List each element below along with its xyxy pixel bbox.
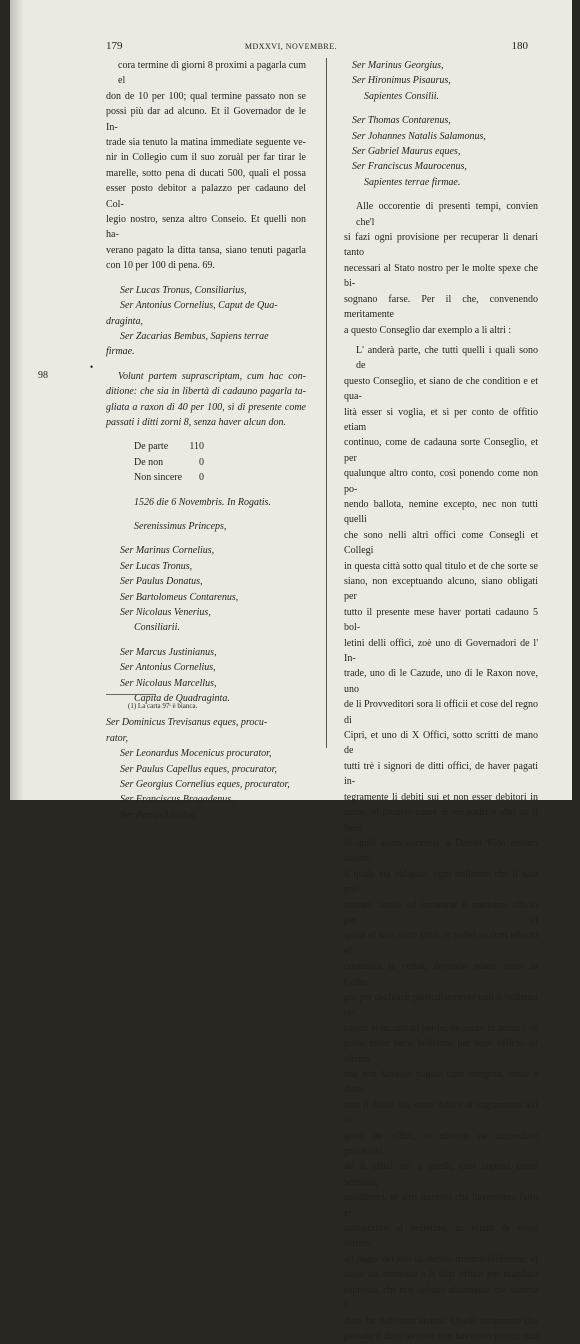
text-line: letini delli offici, zoè uno di Governadori de l' In- (344, 637, 538, 665)
text-line: Cipri, et uno di X Offici, sotto scritti de mano de (344, 730, 538, 757)
footnote-rule (106, 694, 156, 695)
text-line: sentato, andar ad incontrar il medemo officio per el (344, 899, 538, 926)
vote-count: 110 (189, 441, 204, 453)
text-line: sottoscritto al bolletino, ac etiam de esser astretti (344, 1223, 538, 1250)
signatory-line: Ser Lucas Tronus, (120, 560, 193, 572)
signatory-line: Ser Lucas Tronus, Consiliarius, (120, 284, 247, 296)
text-line: cussì sia comesso a li ditti officii per mandato (344, 1269, 538, 1281)
signatory-line: firmae. (106, 346, 135, 358)
text-line: trade, uno di le Cazude, uno di le Raxon nove, uno (344, 668, 538, 695)
sapientes-terrae-list (344, 113, 538, 190)
text-line: in questa città sotto qual titulo et de che sorte se (344, 560, 538, 572)
signatory-line: Ser Antonius Cornelius, (120, 662, 216, 674)
text-line: verano pagato la ditta tansa, siano tenuti pagarla (106, 244, 306, 256)
text-line: continuo, come de cadauna sorte Conseglio, et per (344, 437, 538, 464)
signatory-line: Capita de Quadraginta. (134, 693, 230, 705)
text-line: contenirà la verità, dovendo etiam venir in Colle- (344, 961, 538, 988)
signatory-line: Ser Hironimus Pisaurus, (352, 75, 451, 87)
text-line: Alle occorentie di presenti tempi, convien che'l (356, 201, 538, 228)
signatory-line: Ser Marinus Cornelius, (120, 545, 215, 557)
signatory-line: Ser Paulus Capellus eques, procurator, (120, 763, 277, 775)
text-line: legio nostro, senza altro Conseio. Et quelli non ha- (106, 214, 306, 241)
signatory-line: Ser Bartolomeus Contarenus, (120, 591, 239, 603)
capita-list (106, 645, 306, 707)
sapientes-consilii-list (344, 58, 538, 104)
text-line: possi esser fatto bolletino per niun officio ad alcuno (344, 1038, 538, 1065)
text-line: L' anderà parte, che tutti quelli i quali sono de (356, 344, 538, 372)
vote-row (134, 455, 204, 470)
text-line: sognano farse. Per il che, convenendo meritamente (344, 293, 538, 321)
text-line: tegramente li debiti sui et non esser debitori in (344, 791, 538, 803)
signatory-line: Ser Paulus Donatus, (120, 576, 203, 588)
consiliarii-list (106, 543, 306, 635)
signatory-line: Ser Franciscus Bragadenus, (120, 794, 234, 806)
text-line: passato il ditto termine non haverano portati tutti (344, 1330, 540, 1342)
text-line: il quale sia obligato, ogni bolletino che li sarà pre- (344, 868, 538, 896)
vote-table (106, 439, 306, 485)
vote-row (134, 470, 204, 485)
footnote: (1) La carta 97ᵗ è bianca. (128, 702, 198, 710)
salutation: Serenissimus Princeps, (134, 520, 227, 532)
vote-label: De parte (134, 441, 169, 453)
text-line: marelle, sotto pena di ducati 500, quali el possa (106, 167, 306, 179)
vote-label: Non sincere (134, 472, 183, 484)
vote-label: De non (134, 456, 164, 468)
paragraph-ordinance (106, 58, 306, 274)
signatory-line: Ser Zacarias Bembus, Sapiens terrae (120, 330, 269, 342)
signatory-line: Ser Petrus Landus, (120, 809, 197, 821)
signatory-line: Sapientes terrae firmae. (364, 176, 461, 188)
column-rule (326, 58, 327, 748)
paragraph-andera-parte (344, 343, 538, 1344)
text-line: si fazi ogni provisione per recuperar li denari tanto (344, 232, 538, 259)
text-line: con 10 per 100 di pena. 69. (106, 260, 215, 272)
vote-count: 0 (199, 456, 204, 468)
margin-bullet: • (90, 362, 94, 372)
text-line: gnori de offitii, et ulterius de immediate privationi (344, 1130, 538, 1158)
text-line: espresso, che non debano altramente che sicome è (344, 1284, 538, 1312)
text-line: tutto il presente mese haver portati cadauno 5 bol- (344, 606, 538, 634)
session-date: 1526 die 6 Novembris. In Rogatis. (134, 496, 271, 508)
text-line: tutti trè i signori de ditti offici, de haver pagati in- (344, 760, 538, 788)
text-line: che non havesse pagato cum integrità, come è ditto, (344, 1069, 538, 1096)
signatory-line: Ser Marcus Justinianus, (120, 646, 217, 658)
running-title: MDXXVI, NOVEMBRE. (244, 42, 338, 51)
right-column (344, 58, 538, 1344)
signatory-line: Ser Antonius Cornelius, Caput de Qua- (120, 300, 278, 312)
signatory-line: draginta, (106, 315, 143, 327)
text-line: gliata a raxon di 40 per 100, sì di presente come (106, 401, 306, 413)
text-line: tutti li debiti soi, sotto debito di sagramento alli si- (344, 1099, 538, 1127)
signatory-line: Ser Gabriel Maurus eques, (352, 146, 461, 158)
signatory-line: Ser Dominicus Trevisanus eques, procu- (106, 717, 268, 729)
text-line: possi più dar ad alcuno. Et il Governador de le In- (106, 106, 306, 133)
text-line: nir in Collegio cum il suo zoruàl per far tirar le (106, 152, 306, 164)
text-line: quale el sarà stato fatto, et veder se cum effecto el (344, 930, 538, 957)
signatory-line: Ser Johannes Natalis Salamonus, (352, 130, 486, 142)
margin-number: 98 (38, 370, 48, 381)
signatory-line: Ser Thomas Contarenus, (352, 115, 451, 127)
procuratores-list (106, 715, 306, 823)
signatories-lucas-tronus (106, 283, 306, 360)
text-line: trade sia tenuto la matina immediate seguente ve- (106, 137, 306, 149)
text-line: lità esser si voglia, et sì per conto de offitio etiam (344, 406, 538, 433)
text-line: esser posto debitor a palazzo per cadauno del Col- (106, 183, 306, 210)
text-line: don de 10 per 100; qual termine passato non se (106, 90, 306, 102)
text-line: ceputi et incontrati per lui de zorno in zorno ; nè (344, 1022, 538, 1034)
page-number-left: 179 (106, 40, 123, 52)
paragraph-volunt (106, 369, 306, 431)
text-line: siano, non exceptuando alcuno, siano obligati per (344, 576, 538, 603)
text-line: qualunque altro conto, così ponendo come non po- (344, 468, 538, 495)
book-page (10, 0, 572, 1342)
text-line: cora termine di giorni 8 proximi a pagarla cum el (118, 60, 306, 87)
text-line: a questo Conseglio dar exemplo a li altri : (344, 324, 512, 336)
vote-row (134, 439, 204, 454)
text-line: ad pagar del suo tal debito irremissibilmente; et (344, 1253, 538, 1265)
text-line: di quali siano successi, a Daniel Vido nodaro nostro, (344, 837, 538, 865)
vote-count: 0 (199, 472, 204, 484)
signatory-line: Sapientes Consilii. (364, 90, 439, 102)
page-number-right: 180 (511, 40, 528, 52)
signatory-line: Ser Franciscus Maurocenus, (352, 161, 467, 173)
text-line: ditione: che sia in libertà di cadauno pagarla ta- (106, 386, 306, 398)
signatory-line: Consiliarii. (134, 622, 180, 634)
text-line: questo Conseglio, et siano de che condition e et qua- (344, 375, 538, 403)
text-line: nome, sì proprio come di soi padri o altri ne li beni (344, 807, 538, 834)
text-line: ditto far bolletino alcuno. Quelli veramente che (344, 1315, 538, 1327)
text-line: de li offici soi a quelli, cusì signori come scrivani, (344, 1161, 538, 1188)
text-line: che sono nelli altri offici come Consegli et Collegi (344, 529, 538, 557)
signatory-line: Ser Nicolaus Venerius, (120, 607, 211, 618)
text-line: necessari al Stato nostro per le molte spexe che bi- (344, 262, 538, 290)
text-line: nendo ballota, nemine excepto, nec non tutti quelli (344, 498, 538, 526)
text-line: gio per dechiarir particularmente tutti li bolletini re- (344, 991, 538, 1019)
text-line: Volunt partem suprascriptam, cum hac con- (118, 370, 306, 382)
paragraph-occorentie (344, 199, 538, 338)
signatory-line: Ser Nicolaus Marcellus, (120, 677, 217, 689)
text-line: de li Provveditori sora li officii et cose del regno di (344, 699, 538, 726)
signatory-line: Ser Marinus Georgius, (352, 60, 444, 71)
signatory-line: Ser Georgius Cornelius eques, procurator, (120, 779, 290, 791)
text-line: coadiutori, et altri ministri che havessemo fatto et (344, 1192, 538, 1219)
signatory-line: Ser Leonardus Mocenicus procurator, (120, 748, 272, 760)
text-line: passati i ditti zorni 8, senza haver alcun don. (106, 416, 286, 428)
signatory-line: rator, (106, 732, 128, 744)
